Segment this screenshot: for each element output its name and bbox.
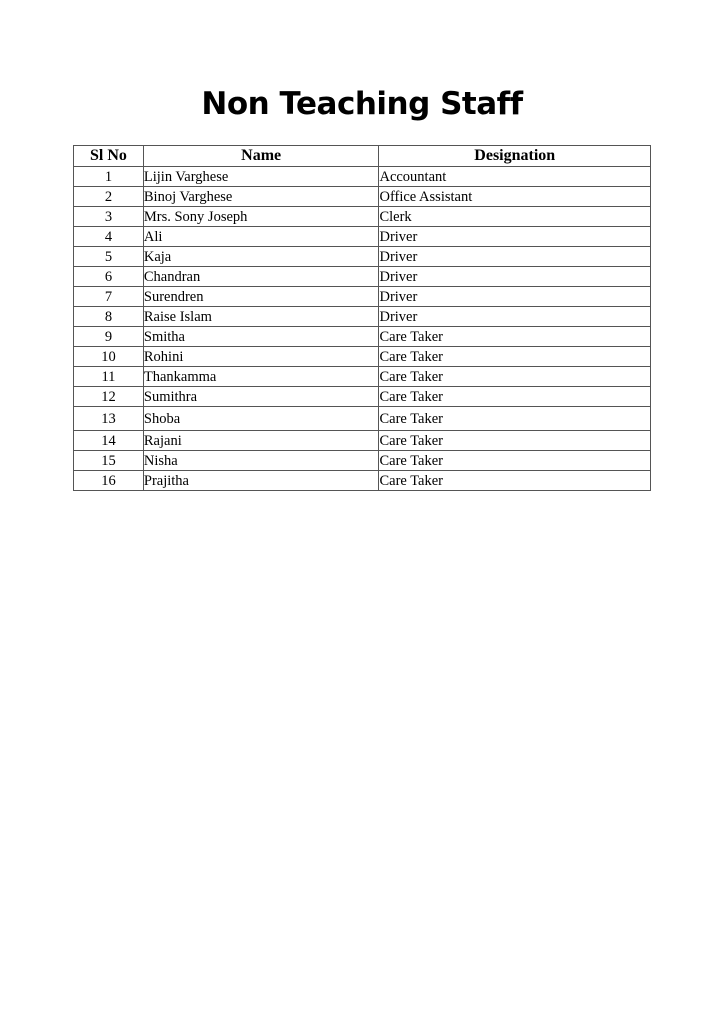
header-name: Name	[143, 146, 379, 167]
cell-name: Surendren	[143, 287, 379, 307]
page-title: Non Teaching Staff	[201, 86, 523, 122]
cell-designation: Care Taker	[379, 367, 651, 387]
cell-sl-no: 2	[74, 187, 144, 207]
cell-designation: Driver	[379, 267, 651, 287]
cell-designation: Care Taker	[379, 387, 651, 407]
cell-designation: Care Taker	[379, 407, 651, 431]
cell-designation: Office Assistant	[379, 187, 651, 207]
cell-sl-no: 7	[74, 287, 144, 307]
cell-name: Ali	[143, 227, 379, 247]
table-row	[74, 207, 651, 227]
cell-name: Chandran	[143, 267, 379, 287]
header-designation: Designation	[379, 146, 651, 167]
table-row	[74, 327, 651, 347]
cell-designation: Care Taker	[379, 451, 651, 471]
cell-name: Shoba	[143, 407, 379, 431]
cell-sl-no: 5	[74, 247, 144, 267]
cell-sl-no: 1	[74, 167, 144, 187]
cell-name: Sumithra	[143, 387, 379, 407]
cell-sl-no: 10	[74, 347, 144, 367]
cell-sl-no: 3	[74, 207, 144, 227]
cell-name: Raise Islam	[143, 307, 379, 327]
cell-sl-no: 9	[74, 327, 144, 347]
table-row	[74, 287, 651, 307]
cell-sl-no: 15	[74, 451, 144, 471]
cell-designation: Care Taker	[379, 431, 651, 451]
table-row	[74, 267, 651, 287]
cell-sl-no: 4	[74, 227, 144, 247]
cell-sl-no: 6	[74, 267, 144, 287]
cell-sl-no: 8	[74, 307, 144, 327]
table-row	[74, 227, 651, 247]
cell-sl-no: 12	[74, 387, 144, 407]
cell-designation: Care Taker	[379, 347, 651, 367]
cell-name: Rohini	[143, 347, 379, 367]
cell-name: Thankamma	[143, 367, 379, 387]
header-sl-no: Sl No	[74, 146, 144, 167]
table-row	[74, 471, 651, 491]
cell-designation: Driver	[379, 287, 651, 307]
staff-table	[73, 145, 651, 491]
cell-name: Prajitha	[143, 471, 379, 491]
table-row	[74, 247, 651, 267]
cell-name: Kaja	[143, 247, 379, 267]
cell-designation: Driver	[379, 307, 651, 327]
cell-sl-no: 13	[74, 407, 144, 431]
cell-designation: Care Taker	[379, 327, 651, 347]
cell-name: Mrs. Sony Joseph	[143, 207, 379, 227]
cell-sl-no: 11	[74, 367, 144, 387]
cell-designation: Driver	[379, 227, 651, 247]
cell-name: Binoj Varghese	[143, 187, 379, 207]
table-row	[74, 407, 651, 431]
cell-designation: Clerk	[379, 207, 651, 227]
cell-designation: Care Taker	[379, 471, 651, 491]
table-row	[74, 451, 651, 471]
cell-name: Lijin Varghese	[143, 167, 379, 187]
table-row	[74, 167, 651, 187]
table-row	[74, 187, 651, 207]
table-row	[74, 431, 651, 451]
table-row	[74, 347, 651, 367]
table-row	[74, 387, 651, 407]
cell-sl-no: 16	[74, 471, 144, 491]
table-row	[74, 367, 651, 387]
table-row	[74, 307, 651, 327]
cell-name: Nisha	[143, 451, 379, 471]
cell-name: Rajani	[143, 431, 379, 451]
cell-designation: Driver	[379, 247, 651, 267]
cell-sl-no: 14	[74, 431, 144, 451]
cell-name: Smitha	[143, 327, 379, 347]
cell-designation: Accountant	[379, 167, 651, 187]
table-header-row	[74, 146, 651, 167]
